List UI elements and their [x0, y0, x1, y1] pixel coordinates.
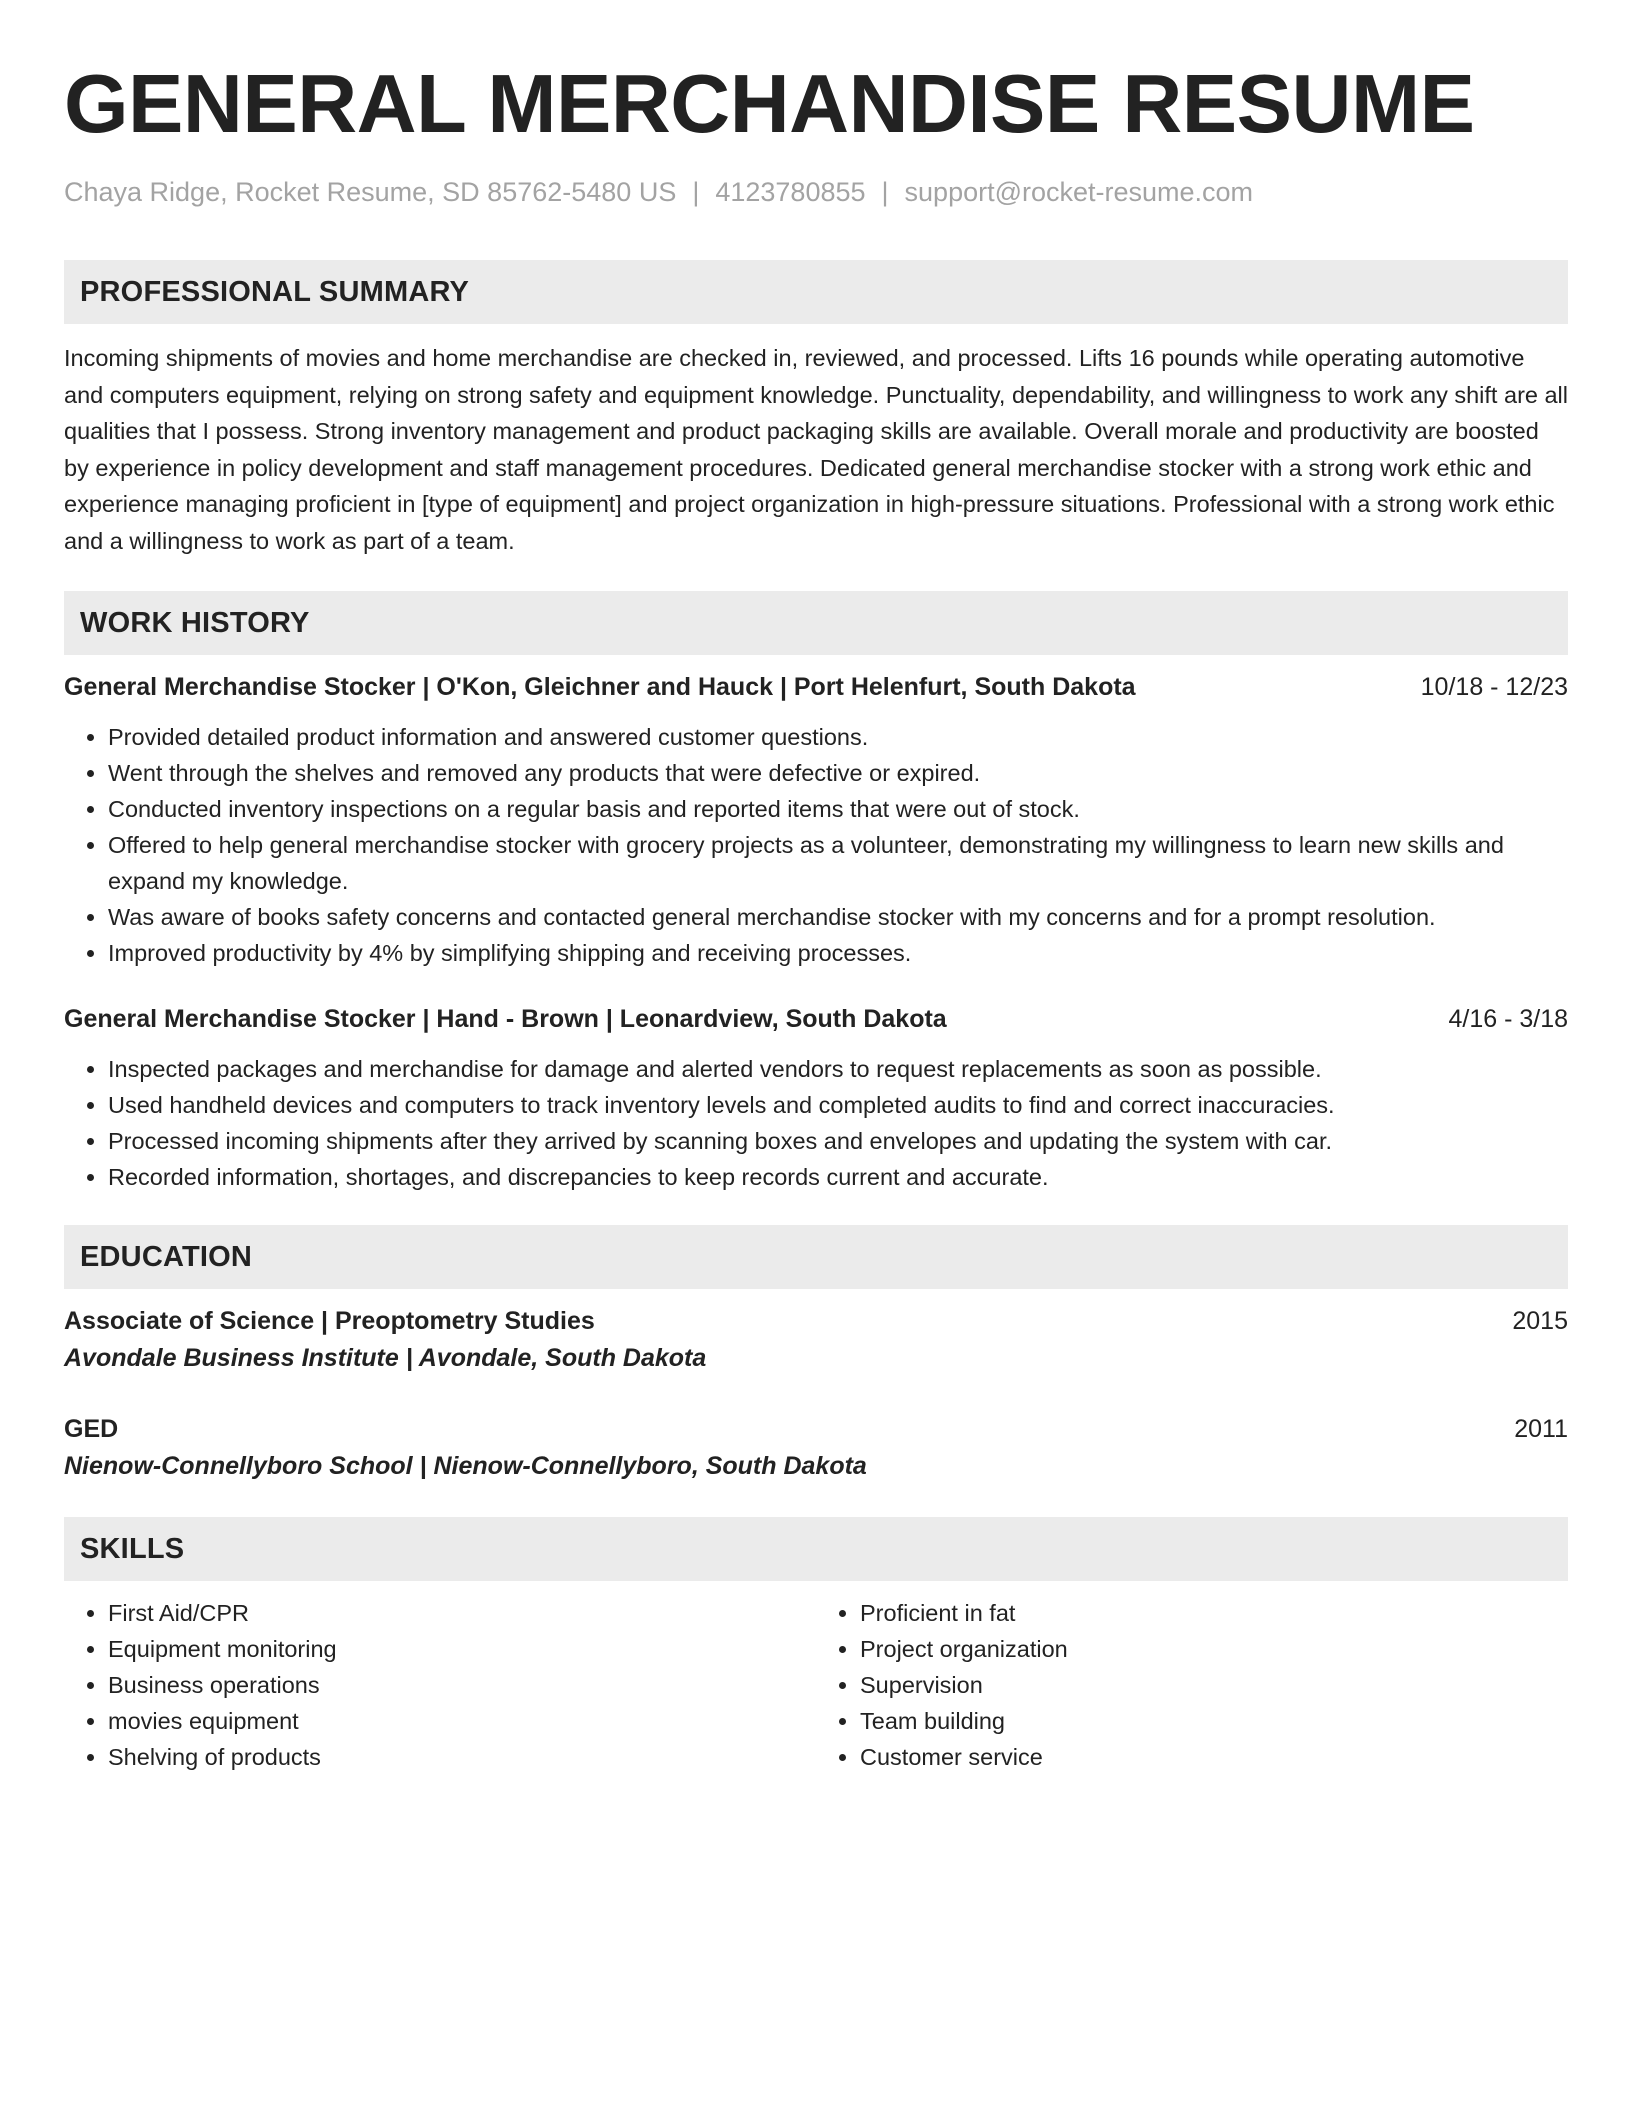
job-bullet: • Recorded information, shortages, and discrepancies to keep records current and accurate. — [108, 1159, 1568, 1195]
job-bullet: • Used handheld devices and computers to track inventory levels and completed audits to find and correct inaccuracies. — [108, 1087, 1568, 1123]
education-school: Avondale Business Institute | Avondale, South Dakota — [64, 1344, 707, 1372]
job-bullet: • Was aware of books safety concerns and contacted general merchandise stocker with my concerns and for a prompt resolution. — [108, 899, 1568, 935]
job-bullet: • Conducted inventory inspections on a regular basis and reported items that were out of stock. — [108, 791, 1568, 827]
resume-title: GENERAL MERCHANDISE RESUME — [64, 57, 1475, 150]
job-dates: 4/16 - 3/18 — [1448, 1005, 1568, 1033]
section-heading-education: EDUCATION — [64, 1225, 1568, 1289]
job-bullet: • Inspected packages and merchandise for damage and alerted vendors to request replacements as soon as possible. — [108, 1051, 1568, 1087]
skill-item: • Project organization — [860, 1631, 1568, 1667]
skill-item: • Customer service — [860, 1739, 1568, 1775]
skill-item: • Equipment monitoring — [108, 1631, 816, 1667]
section-heading-summary: PROFESSIONAL SUMMARY — [64, 260, 1568, 324]
education-degree: GED — [64, 1415, 119, 1443]
skill-item: • Shelving of products — [108, 1739, 816, 1775]
skills-column-left — [64, 1595, 816, 1775]
job-header — [64, 1001, 1568, 1037]
education-header — [64, 1411, 1568, 1447]
job-bullet: • Provided detailed product information and answered customer questions. — [108, 719, 1568, 755]
job-header — [64, 669, 1568, 705]
section-heading-skills: SKILLS — [64, 1517, 1568, 1581]
contact-separator: | — [692, 177, 700, 207]
job-bullet-list — [64, 719, 1568, 971]
skills-column-right — [816, 1595, 1568, 1775]
contact-phone: 4123780855 — [715, 177, 866, 207]
education-degree: Associate of Science | Preoptometry Studies — [64, 1307, 595, 1335]
job-bullet: • Improved productivity by 4% by simplifying shipping and receiving processes. — [108, 935, 1568, 971]
skill-item: • movies equipment — [108, 1703, 816, 1739]
contact-email: support@rocket-resume.com — [904, 177, 1254, 207]
job-bullet-list — [64, 1051, 1568, 1195]
job-title: General Merchandise Stocker | Hand - Brown | Leonardview, South Dakota — [64, 1005, 947, 1033]
skills-columns — [64, 1595, 1568, 1775]
skill-item: • Supervision — [860, 1667, 1568, 1703]
summary-text: Incoming shipments of movies and home merchandise are checked in, reviewed, and processed. Lifts 16 pounds while operating automotive and computers equipment, relying on strong safety and equipment knowledge. Punctuality, dependability, and willingness to work any shift are all qualities that I possess. Strong inventory management and product packaging skills are available. Overall morale and productivity are boosted by experience in policy development and staff management procedures. Dedicated general merchandise stocker with a strong work ethic and experience managing proficient in [type of equipment] and project organization in high-pressure situations. Professional with a strong work ethic and a willingness to work as part of a team. — [64, 345, 1568, 554]
skills-list — [816, 1595, 1568, 1775]
section-heading-work-history: WORK HISTORY — [64, 591, 1568, 655]
education-year: 2011 — [1514, 1415, 1568, 1443]
education-year: 2015 — [1512, 1307, 1568, 1335]
job-bullet: • Offered to help general merchandise stocker with grocery projects as a volunteer, demonstrating my willingness to learn new skills and expand my knowledge. — [108, 827, 1568, 899]
skill-item: • Team building — [860, 1703, 1568, 1739]
skills-list — [64, 1595, 816, 1775]
contact-address: Chaya Ridge, Rocket Resume, SD 85762-5480 US — [64, 177, 677, 207]
job-title: General Merchandise Stocker | O'Kon, Gleichner and Hauck | Port Helenfurt, South Dakota — [64, 673, 1136, 701]
contact-line — [64, 174, 1568, 210]
contact-separator: | — [881, 177, 889, 207]
education-header — [64, 1303, 1568, 1339]
job-dates: 10/18 - 12/23 — [1420, 673, 1568, 701]
skill-item: • First Aid/CPR — [108, 1595, 816, 1631]
skill-item: • Business operations — [108, 1667, 816, 1703]
education-school: Nienow-Connellyboro School | Nienow-Connellyboro, South Dakota — [64, 1452, 867, 1480]
job-bullet: • Went through the shelves and removed any products that were defective or expired. — [108, 755, 1568, 791]
skill-item: • Proficient in fat — [860, 1595, 1568, 1631]
job-bullet: • Processed incoming shipments after they arrived by scanning boxes and envelopes and updating the system with car. — [108, 1123, 1568, 1159]
